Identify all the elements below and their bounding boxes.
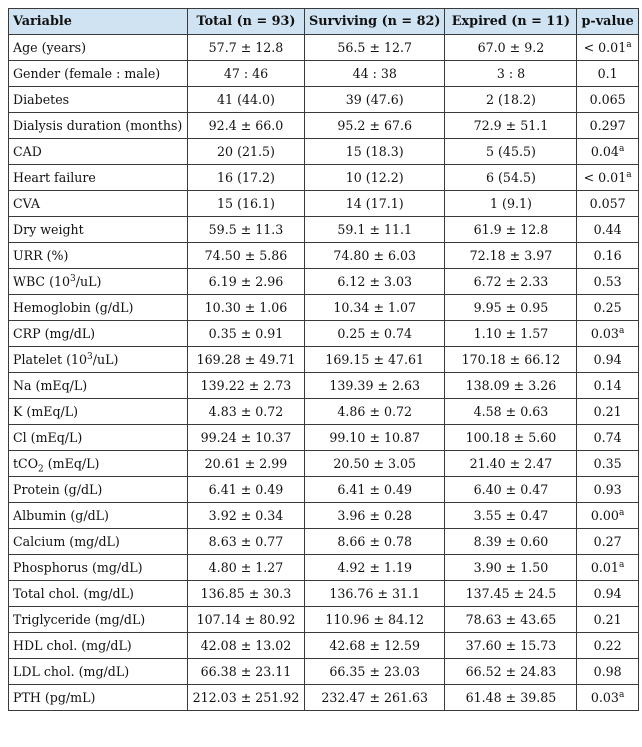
variable-superscript: 3: [70, 273, 76, 284]
cell-expired: 6 (54.5): [445, 165, 577, 191]
cell-variable: Dry weight: [9, 217, 188, 243]
variable-text: /uL): [75, 274, 102, 289]
cell-total: 15 (16.1): [188, 191, 305, 217]
table-row: [9, 35, 639, 61]
p-value-text: 0.93: [593, 482, 622, 497]
cell-expired: 138.09 ± 3.26: [445, 373, 577, 399]
cell-p-value: [577, 685, 638, 711]
cell-p-value: [577, 295, 638, 321]
cell-variable: Total chol. (mg/dL): [9, 581, 188, 607]
p-value-text: 0.04: [590, 144, 619, 159]
cell-surviving: 6.41 ± 0.49: [305, 477, 445, 503]
cell-expired: 1.10 ± 1.57: [445, 321, 577, 347]
cell-surviving: 15 (18.3): [305, 139, 445, 165]
cell-expired: 1 (9.1): [445, 191, 577, 217]
p-value-text: 0.065: [589, 92, 626, 107]
table-row: [9, 269, 639, 295]
cell-variable: [9, 269, 188, 295]
cell-surviving: 95.2 ± 67.6: [305, 113, 445, 139]
cell-p-value: [577, 555, 638, 581]
cell-surviving: 39 (47.6): [305, 87, 445, 113]
cell-variable: Gender (female : male): [9, 61, 188, 87]
significance-marker: a: [618, 559, 625, 570]
cell-variable: CVA: [9, 191, 188, 217]
cell-surviving: 66.35 ± 23.03: [305, 659, 445, 685]
cell-total: 20.61 ± 2.99: [188, 451, 305, 477]
cell-total: 8.63 ± 0.77: [188, 529, 305, 555]
cell-expired: 9.95 ± 0.95: [445, 295, 577, 321]
cell-variable: Cl (mEq/L): [9, 425, 188, 451]
table-row: [9, 529, 639, 555]
cell-p-value: [577, 87, 638, 113]
p-value-text: 0.03: [590, 326, 619, 341]
cell-expired: 5 (45.5): [445, 139, 577, 165]
cell-expired: 78.63 ± 43.65: [445, 607, 577, 633]
cell-expired: 61.48 ± 39.85: [445, 685, 577, 711]
table-row: [9, 139, 639, 165]
cell-p-value: [577, 477, 638, 503]
cell-surviving: 42.68 ± 12.59: [305, 633, 445, 659]
cell-surviving: 8.66 ± 0.78: [305, 529, 445, 555]
cell-p-value: [577, 35, 638, 61]
cell-p-value: [577, 321, 638, 347]
table-row: [9, 425, 639, 451]
cell-p-value: [577, 165, 638, 191]
table-row: [9, 191, 639, 217]
cell-expired: 3.90 ± 1.50: [445, 555, 577, 581]
cell-expired: 21.40 ± 2.47: [445, 451, 577, 477]
cell-variable: Phosphorus (mg/dL): [9, 555, 188, 581]
cell-surviving: 136.76 ± 31.1: [305, 581, 445, 607]
cell-expired: 8.39 ± 0.60: [445, 529, 577, 555]
header-total: Total (n = 93): [188, 9, 305, 35]
cell-variable: K (mEq/L): [9, 399, 188, 425]
table-row: [9, 607, 639, 633]
cell-total: 74.50 ± 5.86: [188, 243, 305, 269]
cell-p-value: [577, 139, 638, 165]
table-row: [9, 581, 639, 607]
cell-expired: 61.9 ± 12.8: [445, 217, 577, 243]
table-row: [9, 295, 639, 321]
cell-p-value: [577, 503, 638, 529]
cell-expired: 2 (18.2): [445, 87, 577, 113]
cell-total: 41 (44.0): [188, 87, 305, 113]
p-value-text: 0.01: [590, 560, 619, 575]
cell-variable: Triglyceride (mg/dL): [9, 607, 188, 633]
cell-total: 10.30 ± 1.06: [188, 295, 305, 321]
table-row: [9, 503, 639, 529]
p-value-text: 0.98: [593, 664, 622, 679]
cell-expired: 4.58 ± 0.63: [445, 399, 577, 425]
cell-total: 20 (21.5): [188, 139, 305, 165]
cell-p-value: [577, 243, 638, 269]
cell-variable: LDL chol. (mg/dL): [9, 659, 188, 685]
cell-surviving: 20.50 ± 3.05: [305, 451, 445, 477]
table-row: [9, 165, 639, 191]
cell-expired: 67.0 ± 9.2: [445, 35, 577, 61]
cell-surviving: 10 (12.2): [305, 165, 445, 191]
cell-variable: URR (%): [9, 243, 188, 269]
data-table: [8, 8, 639, 711]
cell-surviving: 139.39 ± 2.63: [305, 373, 445, 399]
cell-variable: CAD: [9, 139, 188, 165]
significance-marker: a: [618, 507, 625, 518]
table-row: [9, 477, 639, 503]
cell-total: 4.83 ± 0.72: [188, 399, 305, 425]
table-row: [9, 347, 639, 373]
cell-p-value: [577, 399, 638, 425]
p-value-text: 0.53: [593, 274, 622, 289]
p-value-text: 0.94: [593, 352, 622, 367]
p-value-text: 0.00: [590, 508, 619, 523]
table-row: [9, 87, 639, 113]
p-value-text: 0.25: [593, 300, 622, 315]
table-row: [9, 113, 639, 139]
table-row: [9, 373, 639, 399]
p-value-text: 0.14: [593, 378, 622, 393]
cell-variable: Protein (g/dL): [9, 477, 188, 503]
cell-expired: 3.55 ± 0.47: [445, 503, 577, 529]
cell-variable: PTH (pg/mL): [9, 685, 188, 711]
cell-total: 42.08 ± 13.02: [188, 633, 305, 659]
table-row: [9, 633, 639, 659]
cell-surviving: 59.1 ± 11.1: [305, 217, 445, 243]
cell-surviving: 99.10 ± 10.87: [305, 425, 445, 451]
cell-total: 16 (17.2): [188, 165, 305, 191]
cell-total: 6.19 ± 2.96: [188, 269, 305, 295]
significance-marker: a: [618, 689, 625, 700]
cell-total: 59.5 ± 11.3: [188, 217, 305, 243]
p-value-text: 0.22: [593, 638, 622, 653]
variable-text: (mEq/L): [43, 456, 100, 471]
cell-surviving: 3.96 ± 0.28: [305, 503, 445, 529]
cell-surviving: 232.47 ± 261.63: [305, 685, 445, 711]
significance-marker: a: [618, 325, 625, 336]
p-value-text: 0.16: [593, 248, 622, 263]
p-value-text: 0.057: [589, 196, 626, 211]
cell-variable: [9, 347, 188, 373]
cell-p-value: [577, 269, 638, 295]
cell-expired: 37.60 ± 15.73: [445, 633, 577, 659]
cell-variable: HDL chol. (mg/dL): [9, 633, 188, 659]
cell-p-value: [577, 425, 638, 451]
p-value-text: 0.35: [593, 456, 622, 471]
p-value-text: 0.297: [589, 118, 626, 133]
cell-total: 212.03 ± 251.92: [188, 685, 305, 711]
cell-total: 0.35 ± 0.91: [188, 321, 305, 347]
cell-total: 99.24 ± 10.37: [188, 425, 305, 451]
cell-total: 66.38 ± 23.11: [188, 659, 305, 685]
cell-p-value: [577, 191, 638, 217]
variable-text: tCO: [13, 456, 39, 471]
cell-variable: Diabetes: [9, 87, 188, 113]
cell-total: 6.41 ± 0.49: [188, 477, 305, 503]
significance-marker: a: [618, 143, 625, 154]
p-value-text: 0.21: [593, 612, 622, 627]
p-value-text: 0.1: [597, 66, 618, 81]
header-variable: Variable: [9, 9, 188, 35]
cell-surviving: 14 (17.1): [305, 191, 445, 217]
cell-variable: Age (years): [9, 35, 188, 61]
cell-expired: 6.40 ± 0.47: [445, 477, 577, 503]
cell-surviving: 4.86 ± 0.72: [305, 399, 445, 425]
cell-variable: Dialysis duration (months): [9, 113, 188, 139]
cell-surviving: 56.5 ± 12.7: [305, 35, 445, 61]
table-row: [9, 217, 639, 243]
header-row: [9, 9, 639, 35]
cell-expired: 72.9 ± 51.1: [445, 113, 577, 139]
cell-p-value: [577, 659, 638, 685]
cell-expired: 170.18 ± 66.12: [445, 347, 577, 373]
variable-superscript: 3: [87, 351, 93, 362]
p-value-text: 0.21: [593, 404, 622, 419]
p-value-text: 0.44: [593, 222, 622, 237]
cell-p-value: [577, 113, 638, 139]
cell-total: 169.28 ± 49.71: [188, 347, 305, 373]
table-row: [9, 243, 639, 269]
cell-surviving: 74.80 ± 6.03: [305, 243, 445, 269]
cell-expired: 100.18 ± 5.60: [445, 425, 577, 451]
cell-variable: Hemoglobin (g/dL): [9, 295, 188, 321]
cell-variable: Na (mEq/L): [9, 373, 188, 399]
table-row: [9, 61, 639, 87]
p-value-text: < 0.01: [583, 40, 627, 55]
cell-total: 107.14 ± 80.92: [188, 607, 305, 633]
p-value-text: 0.74: [593, 430, 622, 445]
cell-total: 3.92 ± 0.34: [188, 503, 305, 529]
cell-expired: 3 : 8: [445, 61, 577, 87]
cell-surviving: 110.96 ± 84.12: [305, 607, 445, 633]
cell-variable: Albumin (g/dL): [9, 503, 188, 529]
cell-p-value: [577, 451, 638, 477]
cell-p-value: [577, 347, 638, 373]
table-row: [9, 399, 639, 425]
table-row: [9, 659, 639, 685]
p-value-text: 0.27: [593, 534, 622, 549]
cell-total: 136.85 ± 30.3: [188, 581, 305, 607]
cell-surviving: 169.15 ± 47.61: [305, 347, 445, 373]
p-value-text: 0.03: [590, 690, 619, 705]
cell-p-value: [577, 581, 638, 607]
header-expired: Expired (n = 11): [445, 9, 577, 35]
cell-total: 92.4 ± 66.0: [188, 113, 305, 139]
variable-text: WBC (10: [13, 274, 71, 289]
table-body: [9, 35, 639, 711]
variable-text: Platelet (10: [13, 352, 88, 367]
significance-marker: a: [626, 169, 632, 180]
header-surviving: Surviving (n = 82): [305, 9, 445, 35]
table-row: [9, 685, 639, 711]
cell-total: 47 : 46: [188, 61, 305, 87]
cell-p-value: [577, 529, 638, 555]
cell-surviving: 10.34 ± 1.07: [305, 295, 445, 321]
cell-surviving: 44 : 38: [305, 61, 445, 87]
cell-expired: 137.45 ± 24.5: [445, 581, 577, 607]
cell-expired: 6.72 ± 2.33: [445, 269, 577, 295]
significance-marker: a: [626, 39, 632, 50]
cell-p-value: [577, 217, 638, 243]
cell-total: 4.80 ± 1.27: [188, 555, 305, 581]
p-value-text: 0.94: [593, 586, 622, 601]
cell-expired: 72.18 ± 3.97: [445, 243, 577, 269]
cell-variable: CRP (mg/dL): [9, 321, 188, 347]
cell-surviving: 4.92 ± 1.19: [305, 555, 445, 581]
table-row: [9, 451, 639, 477]
cell-expired: 66.52 ± 24.83: [445, 659, 577, 685]
cell-p-value: [577, 633, 638, 659]
table-row: [9, 555, 639, 581]
cell-surviving: 6.12 ± 3.03: [305, 269, 445, 295]
cell-total: 57.7 ± 12.8: [188, 35, 305, 61]
p-value-text: < 0.01: [583, 170, 627, 185]
variable-text: /uL): [92, 352, 119, 367]
header-p-value: p-value: [577, 9, 638, 35]
table-row: [9, 321, 639, 347]
cell-variable: Heart failure: [9, 165, 188, 191]
cell-total: 139.22 ± 2.73: [188, 373, 305, 399]
cell-p-value: [577, 373, 638, 399]
cell-variable: Calcium (mg/dL): [9, 529, 188, 555]
cell-p-value: [577, 607, 638, 633]
cell-p-value: [577, 61, 638, 87]
cell-surviving: 0.25 ± 0.74: [305, 321, 445, 347]
cell-variable: [9, 451, 188, 477]
variable-subscript: 2: [38, 464, 44, 475]
